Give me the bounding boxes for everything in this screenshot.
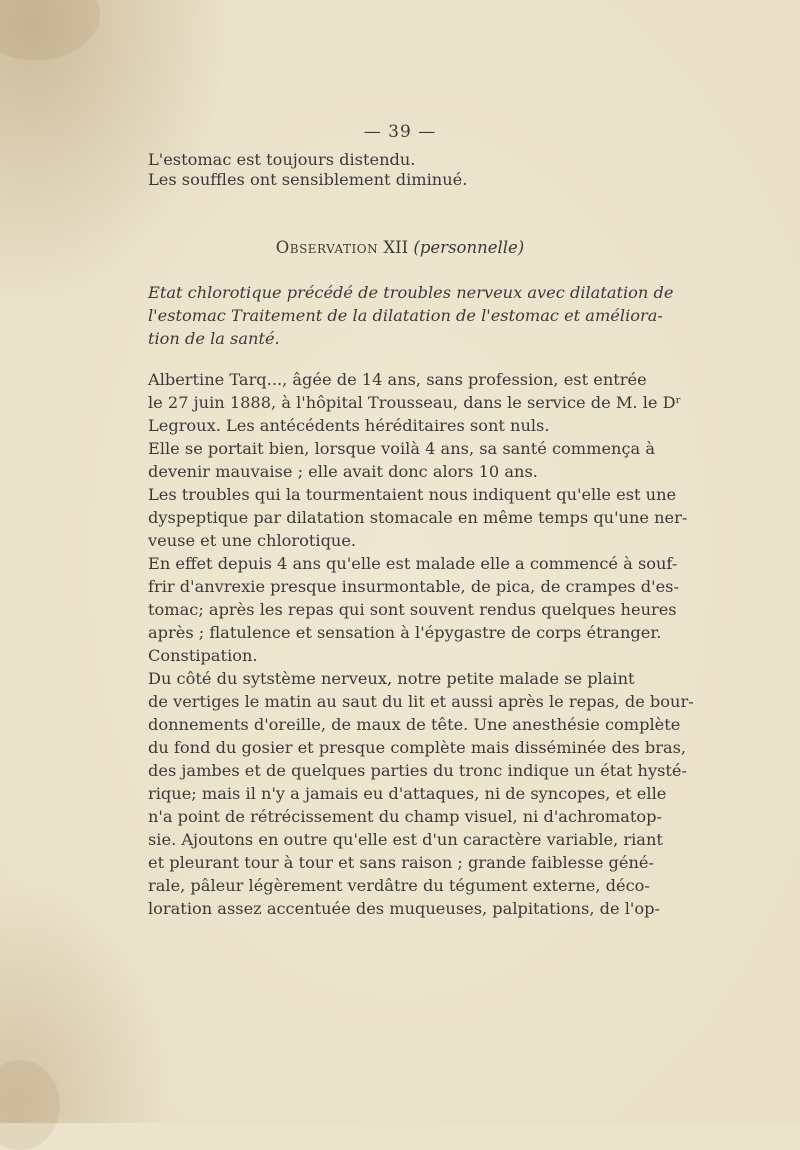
text-line: L'estomac est toujours distendu.: [148, 150, 416, 169]
body-line: donnements d'oreille, de maux de tête. Une anesthésie complète: [148, 715, 681, 734]
observation-number: XII: [383, 238, 409, 257]
observation-subtitle-line: l'estomac Traitement de la dilatation de l'estomac et améliora-: [148, 306, 663, 325]
body-line: du fond du gosier et presque complète mais disséminée des bras,: [148, 738, 687, 757]
body-line: tomac; après les repas qui sont souvent rendus quelques heures: [148, 600, 677, 619]
observation-label: Observation: [275, 238, 379, 257]
body-line: et pleurant tour à tour et sans raison ; grande faiblesse géné-: [148, 853, 654, 872]
body-line: Les troubles qui la tourmentaient nous indiquent qu'elle est une: [148, 485, 677, 504]
body-line: En effet depuis 4 ans qu'elle est malade elle a commencé à souf-: [148, 554, 678, 573]
body-line: de vertiges le matin au saut du lit et aussi après le repas, de bour-: [148, 692, 694, 711]
body-line: loration assez accentuée des muqueuses, palpitations, de l'op-: [148, 899, 660, 918]
body-line: Du côté du sytstème nerveux, notre petite malade se plaint: [148, 669, 635, 688]
observation-subtitle-line: tion de la santé.: [148, 329, 280, 348]
body-line: Constipation.: [148, 646, 258, 665]
body-line: sie. Ajoutons en outre qu'elle est d'un caractère variable, riant: [148, 830, 663, 849]
body-line: veuse et une chlorotique.: [148, 531, 357, 550]
body-line: rale, pâleur légèrement verdâtre du tégument externe, déco-: [148, 876, 650, 895]
observation-qualifier: (personnelle): [413, 238, 525, 257]
body-line: Albertine Tarq..., âgée de 14 ans, sans profession, est entrée: [148, 370, 647, 389]
body-line: n'a point de rétrécissement du champ visuel, ni d'achromatop-: [148, 807, 663, 826]
body-line: frir d'anvrexie presque insurmontable, de pica, de crampes d'es-: [148, 577, 679, 596]
body-line: devenir mauvaise ; elle avait donc alors 10 ans.: [148, 462, 538, 481]
body-line: le 27 juin 1888, à l'hôpital Trousseau, dans le service de M. le Dʳ: [148, 393, 682, 412]
observation-heading: [0, 238, 800, 257]
body-line: des jambes et de quelques parties du tronc indique un état hysté-: [148, 761, 687, 780]
text-line: Les souffles ont sensiblement diminué.: [148, 170, 468, 189]
page-stain: [0, 0, 100, 60]
body-line: Legroux. Les antécédents héréditaires sont nuls.: [148, 416, 550, 435]
page-number: — 39 —: [363, 122, 437, 142]
page-stain: [0, 1060, 60, 1150]
body-line: Elle se portait bien, lorsque voilà 4 ans, sa santé commença à: [148, 439, 655, 458]
body-line: après ; flatulence et sensation à l'épygastre de corps étranger.: [148, 623, 662, 642]
observation-subtitle-line: Etat chlorotique précédé de troubles nerveux avec dilatation de: [148, 283, 674, 302]
body-line: rique; mais il n'y a jamais eu d'attaques, ni de syncopes, et elle: [148, 784, 667, 803]
body-line: dyspeptique par dilatation stomacale en même temps qu'une ner-: [148, 508, 688, 527]
